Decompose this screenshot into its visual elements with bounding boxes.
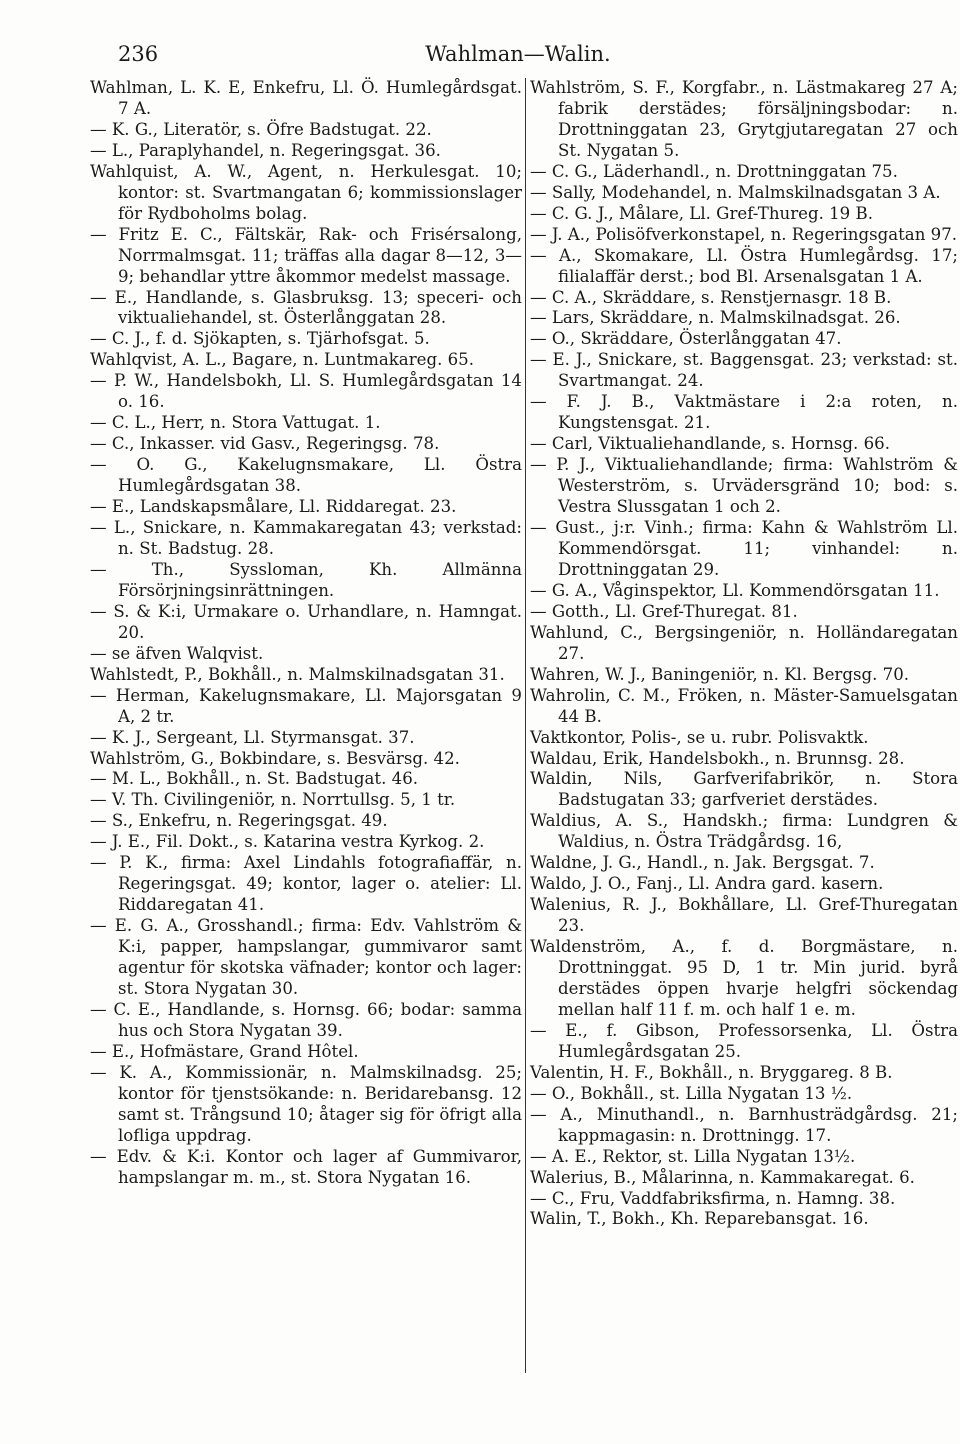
directory-entry: — C. A., Skräddare, s. Renstjernasgr. 18 B. <box>530 287 892 307</box>
directory-entry: — P. W., Handelsbokh, Ll. S. Humlegårdsgatan 14 o. 16. <box>90 371 522 412</box>
directory-entry: — S., Enkefru, n. Regeringsgat. 49. <box>90 811 388 831</box>
directory-entry: — P. J., Viktualiehandlande; firma: Wahlström & Westerström, s. Urvädersgränd 10; bod: s. Vestra Slussgatan 1 och 2. <box>530 455 958 517</box>
directory-entry: — Sally, Modehandel, n. Malmskilnadsgatan 3 A. <box>530 182 941 202</box>
directory-entry: — C. G., Läderhandl., n. Drottninggatan 75. <box>530 161 898 181</box>
directory-entry: Wahrolin, C. M., Fröken, n. Mäster-Samuelsgatan 44 B. <box>530 685 958 726</box>
directory-entry: — O. G., Kakelugnsmakare, Ll. Östra Humlegårdsgatan 38. <box>90 455 522 496</box>
directory-entry: — E., Landskapsmålare, Ll. Riddaregat. 23. <box>90 497 457 517</box>
directory-entry: Waldenström, A., f. d. Borgmästare, n. Drottninggat. 95 D, 1 tr. Min jurid. byrå derstädes öppen hvarje helgfri söckendag mellan half 11 f. m. och half 1 e. m. <box>530 937 958 1019</box>
directory-entry: — L., Paraplyhandel, n. Regeringsgat. 36. <box>90 140 441 160</box>
directory-entry: — C., Inkasser. vid Gasv., Regeringsg. 78. <box>90 434 440 454</box>
directory-entry: — M. L., Bokhåll., n. St. Badstugat. 46. <box>90 769 419 789</box>
directory-entry: — J. A., Polisöfverkonstapel, n. Regeringsgatan 97. <box>530 224 958 244</box>
directory-entry: Waldau, Erik, Handelsbokh., n. Brunnsg. 28. <box>530 748 905 768</box>
directory-entry: — E. G. A., Grosshandl.; firma: Edv. Vahlström & K:i, papper, hampslangar, gummivaror samt agentur för skotska väfnader; kontor och lager: st. Stora Nygatan 30. <box>90 916 522 998</box>
directory-entry: Wahren, W. J., Baningeniör, n. Kl. Bergsg. 70. <box>530 664 910 684</box>
directory-entry: — C. J., f. d. Sjökapten, s. Tjärhofsgat. 5. <box>90 329 430 349</box>
directory-entry: — J. E., Fil. Dokt., s. Katarina vestra Kyrkog. 2. <box>90 832 485 852</box>
directory-entry: — V. Th. Civilingeniör, n. Norrtullsg. 5, 1 tr. <box>90 790 456 810</box>
directory-entry: Valentin, H. F., Bokhåll., n. Bryggareg. 8 B. <box>530 1062 893 1082</box>
page-number: 236 <box>118 42 159 66</box>
directory-entry: — Carl, Viktualiehandlande, s. Hornsg. 66. <box>530 434 890 454</box>
directory-entry: — Gust., j:r. Vinh.; firma: Kahn & Wahlström Ll. Kommendörsgat. 11; vinhandel: n. Drottninggatan 29. <box>530 518 958 579</box>
directory-entry: — O., Bokhåll., st. Lilla Nygatan 13 ½. <box>530 1083 853 1103</box>
directory-entry: — C. L., Herr, n. Stora Vattugat. 1. <box>90 413 381 433</box>
column-divider <box>525 78 526 1373</box>
directory-entry: — K. A., Kommissionär, n. Malmskilnadsg. 25; kontor för tjenstsökande: n. Beridarebansg. 12 samt st. Trångsund 10; åtager sig för öfrigt alla lofliga uppdrag. <box>90 1062 522 1145</box>
directory-entry: — se äfven Walqvist. <box>90 643 264 663</box>
directory-entry: Waldius, A. S., Handskh.; firma: Lundgren & Waldius, n. Östra Trädgårdsg. 16, <box>530 811 958 852</box>
directory-entry: Wahlqvist, A. L., Bagare, n. Luntmakareg. 65. <box>90 350 475 370</box>
directory-entry: Wahlman, L. K. E, Enkefru, Ll. Ö. Humlegårdsgat. 7 A. <box>90 78 522 118</box>
directory-entry: Wahlund, C., Bergsingeniör, n. Holländaregatan 27. <box>530 622 958 663</box>
directory-entry: — E., Hofmästare, Grand Hôtel. <box>90 1041 359 1061</box>
directory-entry: — L., Snickare, n. Kammakaregatan 43; verkstad: n. St. Badstug. 28. <box>90 518 522 558</box>
directory-entry: — P. K., firma: Axel Lindahls fotografiaffär, n. Regeringsgat. 49; kontor, lager o. atelier: Ll. Riddaregatan 41. <box>90 853 522 915</box>
directory-entry: Waldo, J. O., Fanj., Ll. Andra gard. kasern. <box>530 874 884 894</box>
directory-entry: Wahlström, G., Bokbindare, s. Besvärsg. 42. <box>90 748 460 768</box>
directory-entry: — G. A., Våginspektor, Ll. Kommendörsgatan 11. <box>530 580 940 600</box>
directory-entry: — C., Fru, Vaddfabriksfirma, n. Hamng. 38. <box>530 1188 896 1208</box>
directory-entry: Waldin, Nils, Garfverifabrikör, n. Stora Badstugatan 33; garfveriet derstädes. <box>530 769 958 810</box>
directory-entry: Wahlström, S. F., Korgfabr., n. Lästmakareg 27 A; fabrik derstädes; försäljningsbodar: n. Drottninggatan 23, Grytgjutaregatan 27 och St. Nygatan 5. <box>530 78 958 160</box>
directory-entry: — Herman, Kakelugnsmakare, Ll. Majorsgatan 9 A, 2 tr. <box>90 685 522 726</box>
directory-entry: Walenius, R. J., Bokhållare, Ll. Gref-Thuregatan 23. <box>530 895 958 936</box>
page-header <box>118 40 918 68</box>
directory-entry: — Edv. & K:i. Kontor och lager af Gummivaror, hampslangar m. m., st. Stora Nygatan 16. <box>90 1146 522 1187</box>
directory-entry: Waldne, J. G., Handl., n. Jak. Bergsgat. 7. <box>530 853 875 873</box>
directory-entry: — A., Minuthandl., n. Barnhusträdgårdsg. 21; kappmagasin: n. Drottningg. 17. <box>530 1104 958 1145</box>
directory-entry: Vaktkontor, Polis-, se u. rubr. Polisvaktk. <box>530 727 869 747</box>
directory-entry: — C. E., Handlande, s. Hornsg. 66; bodar: samma hus och Stora Nygatan 39. <box>90 999 522 1040</box>
directory-entry: — O., Skräddare, Österlånggatan 47. <box>530 329 842 349</box>
directory-entry: — Gotth., Ll. Gref-Thuregat. 81. <box>530 601 798 621</box>
directory-entry: — K. G., Literatör, s. Öfre Badstugat. 22. <box>90 119 432 139</box>
directory-entry: — C. G. J., Målare, Ll. Gref-Thureg. 19 B. <box>530 203 873 223</box>
directory-entry: — A. E., Rektor, st. Lilla Nygatan 13½. <box>530 1146 856 1166</box>
directory-entry: — K. J., Sergeant, Ll. Styrmansgat. 37. <box>90 727 415 747</box>
directory-entry: — F. J. B., Vaktmästare i 2:a roten, n. Kungstensgat. 21. <box>530 392 958 433</box>
directory-entry: — E. J., Snickare, st. Baggensgat. 23; verkstad: st. Svartmangat. 24. <box>530 350 958 391</box>
right-column <box>530 78 958 1230</box>
directory-entry: Wahlstedt, P., Bokhåll., n. Malmskilnadsgatan 31. <box>90 664 505 684</box>
directory-entry: Walerius, B., Målarinna, n. Kammakaregat. 6. <box>530 1167 915 1187</box>
running-title: Wahlman—Walin. <box>425 42 611 66</box>
directory-entry: — E., Handlande, s. Glasbruksg. 13; speceri- och viktualiehandel, st. Österlånggatan 28. <box>90 287 522 328</box>
directory-entry: Wahlquist, A. W., Agent, n. Herkulesgat. 10; kontor: st. Svartmangatan 6; kommissionslager för Rydboholms bolag. <box>90 161 522 223</box>
directory-entry: — E., f. Gibson, Professorsenka, Ll. Östra Humlegårdsgatan 25. <box>530 1020 958 1061</box>
directory-entry: — S. & K:i, Urmakare o. Urhandlare, n. Hamngat. 20. <box>90 601 522 642</box>
directory-entry: — Th., Syssloman, Kh. Allmänna Försörjningsinrättningen. <box>90 559 522 600</box>
directory-entry: Walin, T., Bokh., Kh. Reparebansgat. 16. <box>530 1209 869 1229</box>
directory-entry: — Fritz E. C., Fältskär, Rak- och Frisérsalong, Norrmalmsgat. 11; träffas alla dagar 8—12, 3—9; behandlar yttre åkommor medelst massage. <box>90 224 522 286</box>
left-column <box>90 78 522 1189</box>
directory-entry: — Lars, Skräddare, n. Malmskilnadsgat. 26. <box>530 308 901 328</box>
directory-entry: — A., Skomakare, Ll. Östra Humlegårdsg. 17; filialaffär derst.; bod Bl. Arsenalsgatan 1 A. <box>530 245 958 286</box>
